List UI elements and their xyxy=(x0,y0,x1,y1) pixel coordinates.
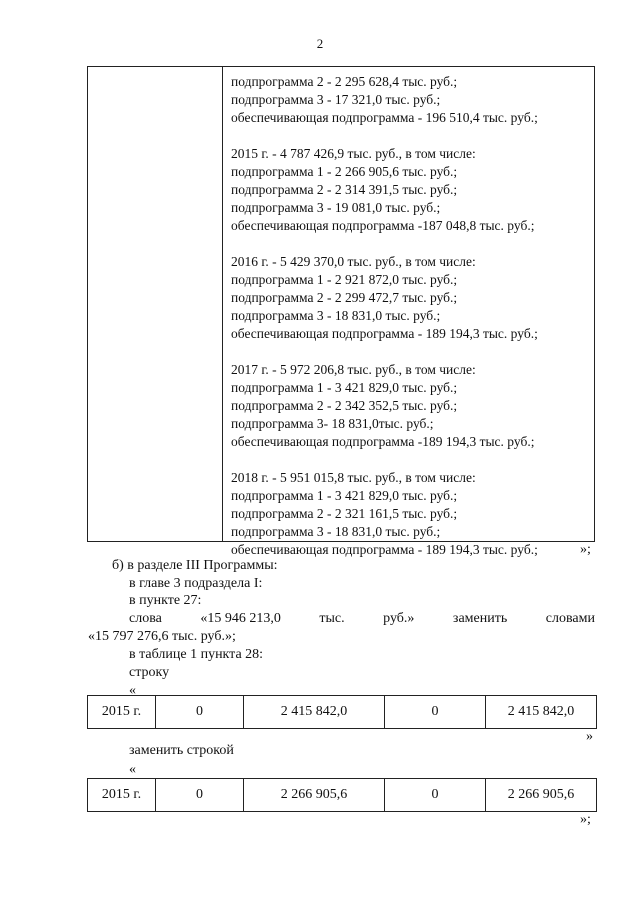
cell-value: 0 xyxy=(385,779,486,811)
funding-line: подпрограмма 3 - 17 321,0 тыс. руб.; xyxy=(231,92,441,107)
program-funding-table xyxy=(87,66,595,557)
replace-value-line: «15 797 276,6 тыс. руб.»; xyxy=(88,629,236,644)
funding-line: подпрограмма 3 - 18 831,0 тыс. руб.; xyxy=(231,524,441,539)
opening-quote: « xyxy=(129,683,136,698)
year-2016-heading: 2016 г. - 5 429 370,0 тыс. руб., в том числе: xyxy=(231,254,476,269)
replace-words-line xyxy=(129,610,595,628)
funding-line: подпрограмма 3- 18 831,0тыс. руб.; xyxy=(231,416,434,431)
cell-value: 0 xyxy=(385,696,486,728)
funding-line: подпрограмма 2 - 2 314 391,5 тыс. руб.; xyxy=(231,182,458,197)
point-27-line: в пункте 27: xyxy=(129,593,202,608)
year-2017-heading: 2017 г. - 5 972 206,8 тыс. руб., в том числе: xyxy=(231,362,476,377)
funding-line: подпрограмма 2 - 2 295 628,4 тыс. руб.; xyxy=(231,74,458,89)
old-table-row xyxy=(87,695,597,729)
cell-value: 0 xyxy=(156,779,244,811)
chapter-line: в главе 3 подраздела I: xyxy=(129,576,263,591)
funding-details xyxy=(231,73,590,559)
funding-line: подпрограмма 1 - 2 921 872,0 тыс. руб.; xyxy=(231,272,458,287)
cell-year: 2015 г. xyxy=(88,779,156,811)
funding-line: обеспечивающая подпрограмма -187 048,8 тыс. руб.; xyxy=(231,218,535,233)
word: руб.» xyxy=(383,611,415,626)
funding-line: обеспечивающая подпрограмма - 189 194,3 тыс. руб.; xyxy=(231,326,538,341)
funding-line: подпрограмма 3 - 18 831,0 тыс. руб.; xyxy=(231,308,441,323)
funding-line: обеспечивающая подпрограмма - 189 194,3 тыс. руб.; xyxy=(231,542,538,557)
table-point-28-line: в таблице 1 пункта 28: xyxy=(129,647,264,662)
funding-line: подпрограмма 2 - 2 299 472,7 тыс. руб.; xyxy=(231,290,458,305)
funding-line: подпрограмма 1 - 3 421 829,0 тыс. руб.; xyxy=(231,488,458,503)
row-label: строку xyxy=(129,665,170,680)
word: заменить xyxy=(452,611,508,626)
funding-line: обеспечивающая подпрограмма -189 194,3 тыс. руб.; xyxy=(231,434,535,449)
word: «15 946 213,0 xyxy=(200,611,281,626)
new-table-row xyxy=(87,778,597,812)
cell-value: 2 415 842,0 xyxy=(507,704,575,719)
cell-value: 2 266 905,6 xyxy=(507,787,575,802)
cell-year: 2015 г. xyxy=(88,696,156,728)
funding-line: подпрограмма 1 - 2 266 905,6 тыс. руб.; xyxy=(231,164,458,179)
section-heading: б) в разделе III Программы: xyxy=(112,558,278,573)
funding-line: подпрограмма 2 - 2 321 161,5 тыс. руб.; xyxy=(231,506,458,521)
opening-quote: « xyxy=(129,762,136,777)
word: слова xyxy=(129,611,162,626)
cell-value: 2 266 905,6 xyxy=(244,779,385,811)
table-column-divider xyxy=(222,67,223,541)
cell-value: 0 xyxy=(156,696,244,728)
replace-with-row-label: заменить строкой xyxy=(129,743,234,758)
funding-line: подпрограмма 3 - 19 081,0 тыс. руб.; xyxy=(231,200,441,215)
year-2015-heading: 2015 г. - 4 787 426,9 тыс. руб., в том числе: xyxy=(231,146,476,161)
page-number: 2 xyxy=(316,36,324,51)
closing-quote: »; xyxy=(580,812,591,827)
funding-line: подпрограмма 2 - 2 342 352,5 тыс. руб.; xyxy=(231,398,458,413)
funding-line: обеспечивающая подпрограмма - 196 510,4 тыс. руб.; xyxy=(231,110,538,125)
cell-value: 2 415 842,0 xyxy=(244,696,385,728)
closing-quote: »; xyxy=(580,542,591,557)
word: словами xyxy=(545,611,595,626)
year-2018-heading: 2018 г. - 5 951 015,8 тыс. руб., в том числе: xyxy=(231,470,476,485)
word: тыс. xyxy=(319,611,345,626)
funding-line: подпрограмма 1 - 3 421 829,0 тыс. руб.; xyxy=(231,380,458,395)
closing-quote: » xyxy=(586,729,593,744)
